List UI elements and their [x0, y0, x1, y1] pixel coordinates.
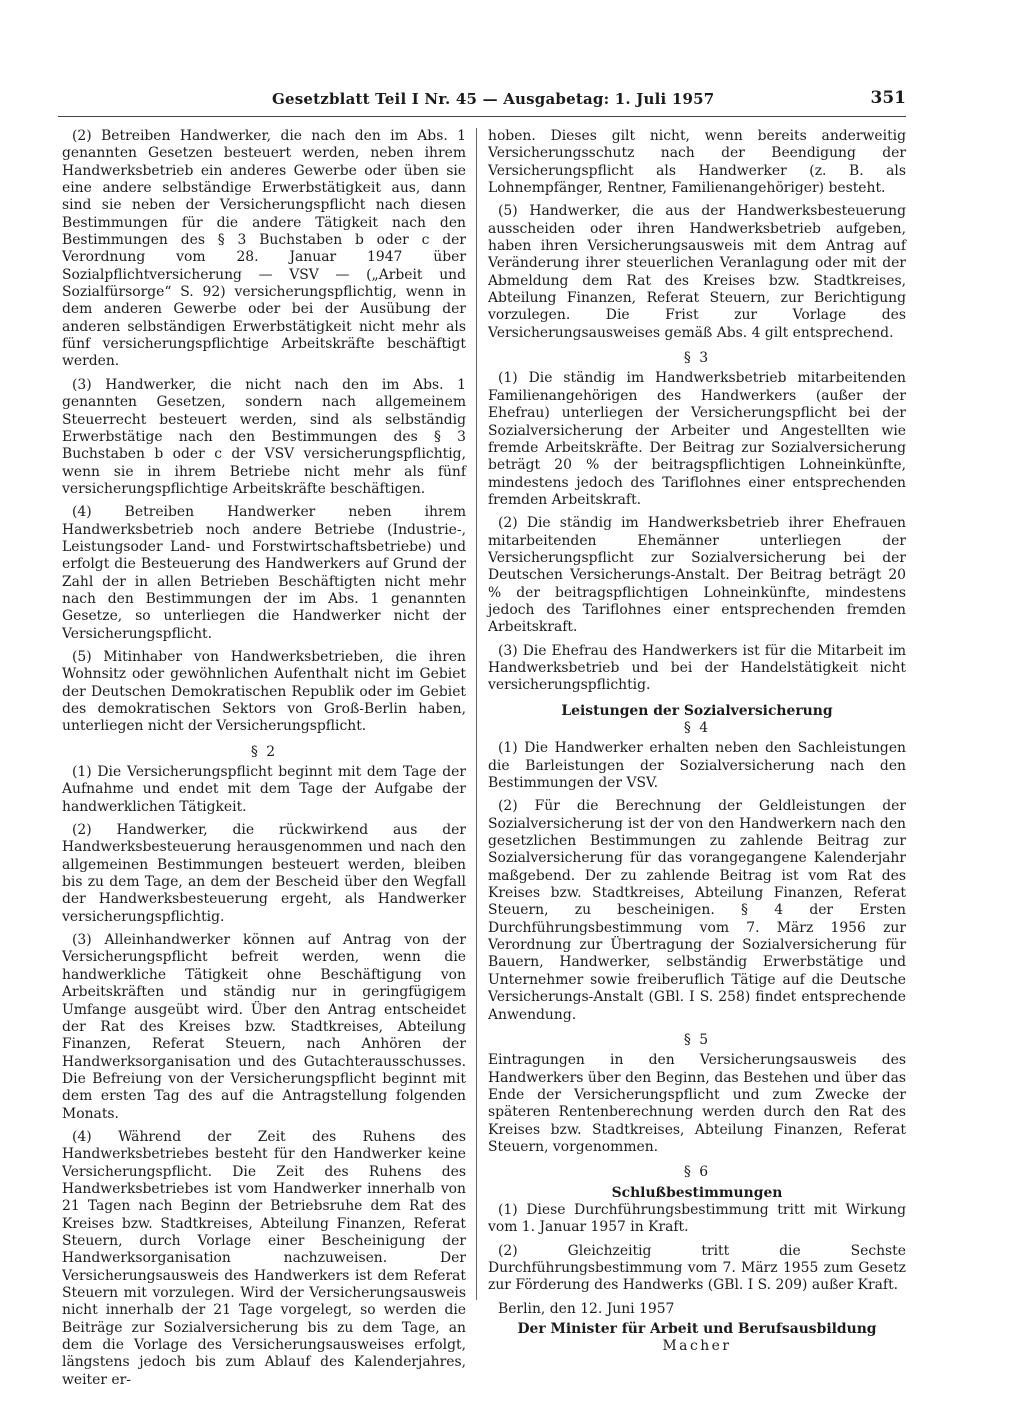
page-header: [58, 86, 906, 117]
paragraph: (2) Die ständig im Handwerksbetrieb ihrer Ehefrauen mitarbeitenden Ehemänner unterliegen der Versicherungspflicht zur Sozialversicherung bei der Deutschen Versicherungs-Anstalt. Der Beitrag beträgt 20 % der beitragspflichtigen Lohneinkünfte, mindestens jedoch des Tariflohnes einer entsprechenden fremden Arbeitskraft.: [488, 515, 906, 636]
paragraph: (1) Diese Durchführungsbestimmung tritt mit Wirkung vom 1. Januar 1957 in Kraft.: [488, 1201, 906, 1236]
section-title-schluss: Schlußbestimmungen: [611, 1184, 783, 1201]
page-number: 351: [870, 88, 906, 108]
paragraph: (5) Mitinhaber von Handwerksbetrieben, die ihren Wohnsitz oder gewöhnlichen Aufenthalt nicht im Gebiet der Deutschen Demokratischen Republik oder im Gebiet des demokratischen Sektors von Groß-Berlin haben, unterliegen nicht der Versicherungspflicht.: [62, 648, 466, 735]
section-heading-5: § 5: [683, 1031, 711, 1048]
place-date: Berlin, den 12. Juni 1957: [498, 1300, 675, 1317]
paragraph: Eintragungen in den Versicherungsausweis des Handwerkers über den Beginn, das Bestehen und über das Ende der Versicherungspflicht und zum Zwecke der späteren Rentenberechnung werden durch den Rat des Kreises bzw. Stadtkreises, Abteilung Finanzen, Referat Steuern, vorgenommen.: [488, 1052, 906, 1155]
section-heading-6: § 6: [683, 1164, 711, 1181]
paragraph: (2) Handwerker, die rückwirkend aus der Handwerksbesteuerung herausgenommen und nach den allgemeinen Bestimmungen besteuert werden, bleiben bis zu dem Tage, an dem der Bescheid über den Wegfall der Handwerksbesteuerung ergeht, als Handwerker versicherungspflichtig.: [62, 822, 466, 925]
section-title-leistungen: Leistungen der Sozialversicherung: [561, 702, 833, 719]
paragraph: (5) Handwerker, die aus der Handwerksbesteuerung ausscheiden oder ihren Handwerksbetrieb aufgeben, haben ihren Versicherungsausweis mit dem Antrag auf Veränderung ihrer steuerlichen Veranlagung oder mit der Abmeldung dem Rat des Kreises bzw. Stadtkreises, Abteilung Finanzen, Referat Steuern, zur Berichtigung vorzulegen. Die Frist zur Vorlage des Versicherungsausweises gemäß Abs. 4 gilt entsprechend.: [488, 203, 906, 341]
paragraph: hoben. Dieses gilt nicht, wenn bereits anderweitig Versicherungsschutz nach der Beendigung der Versicherungspflicht als Handwerker (z. B. als Lohnempfänger, Rentner, Familienangehöriger) besteht.: [488, 128, 906, 197]
paragraph: (2) Für die Berechnung der Geldleistungen der Sozialversicherung ist der von den Handwerkern nach den gesetzlichen Bestimmungen zu zahlende Beitrag zur Sozialversicherung für das vorangegangene Kalenderjahr maßgebend. Der zu zahlende Beitrag ist vom Rat des Kreises bzw. Stadtkreises, Abteilung Finanzen, Referat Steuern, zu bescheinigen. § 4 der Ersten Durchführungsbestimmung vom 7. März 1956 zur Verordnung zur Übertragung der Sozialversicherung für Bauern, Handwerker, selbständig Erwerbstätige und Unternehmer sowie freiberuflich Tätige auf die Deutsche Versicherungs-Anstalt (GBl. I S. 258) findet entsprechende Anwendung.: [488, 798, 906, 1023]
signatory-name: Macher: [662, 1338, 732, 1355]
section-heading-2: § 2: [250, 743, 278, 760]
section-heading-3: § 3: [683, 350, 711, 367]
paragraph: (3) Die Ehefrau des Handwerkers ist für die Mitarbeit im Handwerksbetrieb und bei der Handelstätigkeit nicht versicherungspflichtig.: [488, 642, 906, 694]
paragraph: (3) Alleinhandwerker können auf Antrag von der Versicherungspflicht befreit werden, wenn die handwerkliche Tätigkeit ohne Beschäftigung von Arbeitskräften und ständig nur in geringfügigem Umfange ausgeübt wird. Über den Antrag entscheidet der Rat des Kreises bzw. Stadtkreises, Abteilung Finanzen, Referat Steuern, nach Anhören der Handwerksorganisation und des Gutachterausschusses. Die Befreiung von der Versicherungspflicht beginnt mit dem ersten Tag des auf die Antragstellung folgenden Monats.: [62, 932, 466, 1122]
paragraph: (4) Während der Zeit des Ruhens des Handwerksbetriebes besteht für den Handwerker keine Versicherungspflicht. Die Zeit des Ruhens des Handwerksbetriebes ist vom Handwerker innerhalb von 21 Tagen nach Beginn der Betriebsruhe dem Rat des Kreises bzw. Stadtkreises, Abteilung Finanzen, Referat Steuern, durch Vorlage einer Bescheinigung der Handwerksorganisation nachzuweisen. Der Versicherungsausweis des Handwerkers ist dem Referat Steuern mit vorzulegen. Wird der Versicherungsausweis nicht innerhalb der 21 Tage vorgelegt, so werden die Beiträge zur Sozialversicherung bis zu dem Tage, an dem die Vorlage des Versicherungsausweises erfolgt, längstens jedoch bis zum Ablauf des Kalenderjahres, weiter er-: [62, 1128, 466, 1388]
paragraph: (3) Handwerker, die nicht nach den im Abs. 1 genannten Gesetzen, sondern nach allgemeinem Steuerrecht besteuert werden, sind als selbständig Erwerbstätige nach den Bestimmungen des § 3 Buchstaben b oder c der VSV versicherungspflichtig, wenn sie in ihrem Betriebe nicht mehr als fünf versicherungspflichtige Arbeitskräfte beschäftigen.: [62, 376, 466, 497]
paragraph: (1) Die Handwerker erhalten neben den Sachleistungen die Barleistungen der Sozialversicherung nach den Bestimmungen der VSV.: [488, 740, 906, 792]
right-column: [488, 128, 906, 1356]
left-column: [62, 128, 466, 1395]
column-divider: [476, 128, 477, 1300]
signatory-title: Der Minister für Arbeit und Berufsausbildung: [517, 1321, 877, 1337]
section-heading-4: § 4: [683, 720, 711, 736]
paragraph: (1) Die Versicherungspflicht beginnt mit dem Tage der Aufnahme und endet mit dem Tage der Aufgabe der handwerklichen Tätigkeit.: [62, 764, 466, 815]
paragraph: (2) Gleichzeitig tritt die Sechste Durchführungsbestimmung vom 7. März 1955 zum Gesetz zur Förderung des Handwerks (GBl. I S. 209) außer Kraft.: [488, 1242, 906, 1294]
header-title: Gesetzblatt Teil I Nr. 45 — Ausgabetag: 1. Juli 1957: [272, 90, 715, 108]
paragraph: (1) Die ständig im Handwerksbetrieb mitarbeitenden Familienangehörigen des Handwerkers (außer der Ehefrau) unterliegen der Versicherungspflicht bei der Sozialversicherung der Arbeiter und Angestellten wie fremde Arbeitskräfte. Der Beitrag zur Sozialversicherung beträgt 20 % der beitragspflichtigen Lohneinkünfte, mindestens jedoch des Tariflohnes einer entsprechenden fremden Arbeitskraft.: [488, 370, 906, 508]
paragraph: (4) Betreiben Handwerker neben ihrem Handwerksbetrieb noch andere Betriebe (Industrie-, Leistungsoder Land- und Forstwirtschaftsbetriebe) und erfolgt die Besteuerung des Handwerkers auf Grund der Zahl der in allen Betrieben Beschäftigten nicht mehr nach den Bestimmungen der im Abs. 1 genannten Gesetze, so unterliegen die Handwerker nicht der Versicherungspflicht.: [62, 504, 466, 642]
paragraph: (2) Betreiben Handwerker, die nach den im Abs. 1 genannten Gesetzen besteuert werden, neben ihrem Handwerksbetrieb ein anderes Gewerbe oder üben sie eine andere selbständige Erwerbstätigkeit aus, dann sind sie neben der Versicherungspflicht nach diesen Bestimmungen für die andere Tätigkeit nach den Bestimmungen des § 3 Buchstaben b oder c der Verordnung vom 28. Januar 1947 über Sozialpflichtversicherung — VSV — („Arbeit und Sozialfürsorge“ S. 92) versicherungspflichtig, wenn in dem anderen Gewerbe oder bei der Ausübung der anderen selbständigen Erwerbstätigkeit nicht mehr als fünf versicherungspflichtige Arbeitskräfte beschäftigt werden.: [62, 128, 466, 370]
